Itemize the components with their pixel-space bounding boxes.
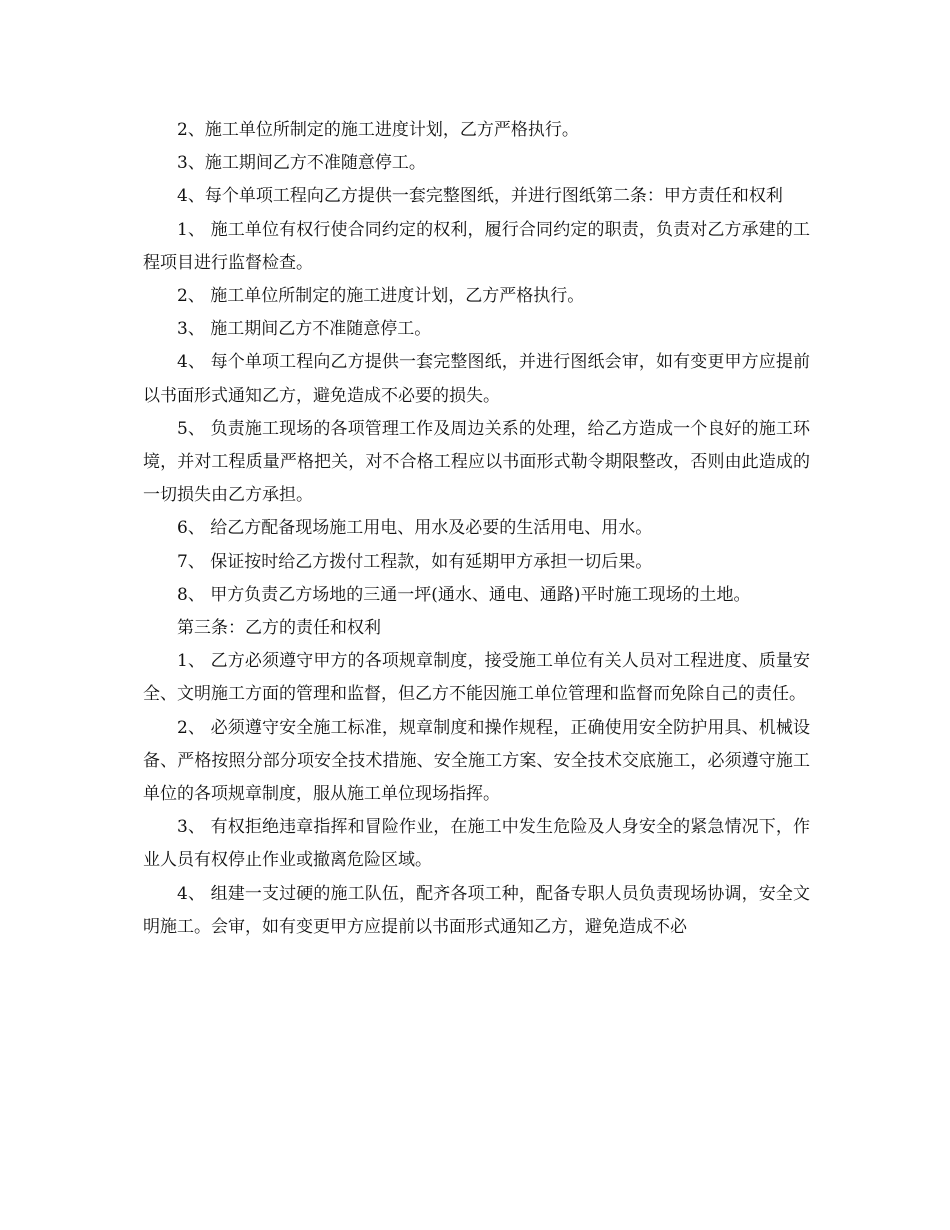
paragraph: 8、 甲方负责乙方场地的三通一坪(通水、通电、通路)平时施工现场的土地。 <box>177 584 751 605</box>
paragraph: 6、 给乙方配备现场施工用电、用水及必要的生活用电、用水。 <box>177 518 653 539</box>
paragraph: 5、 负责施工现场的各项管理工作及周边关系的处理，给乙方造成一个良好的施工环境，并对工程质量严格把关，对不合格工程应以书面形式勒令期限整改，否则由此造成的一切损失由乙方承担。 <box>143 418 810 506</box>
paragraph: 3、施工期间乙方不准随意停工。 <box>177 153 426 174</box>
paragraph: 4、每个单项工程向乙方提供一套完整图纸，并进行图纸第二条：甲方责任和权利 <box>177 186 783 207</box>
paragraph: 2、施工单位所制定的施工进度计划，乙方严格执行。 <box>177 120 579 140</box>
paragraph: 4、 每个单项工程向乙方提供一套完整图纸，并进行图纸会审，如有变更甲方应提前以书面形式通知乙方，避免造成不必要的损失。 <box>143 352 810 406</box>
paragraph: 2、 施工单位所制定的施工进度计划，乙方严格执行。 <box>177 286 585 307</box>
paragraph: 1、 施工单位有权行使合同约定的权利，履行合同约定的职责，负责对乙方承建的工程项目进行监督检查。 <box>143 219 810 273</box>
paragraph: 4、 组建一支过硬的施工队伍，配齐各项工种，配备专职人员负责现场协调，安全文明施工。会审，如有变更甲方应提前以书面形式通知乙方，避免造成不必 <box>143 883 810 937</box>
section-heading: 第三条：乙方的责任和权利 <box>177 618 381 639</box>
paragraph: 3、 有权拒绝违章指挥和冒险作业，在施工中发生危险及人身安全的紧急情况下，作业人员有权停止作业或撤离危险区域。 <box>143 817 810 871</box>
paragraph: 3、 施工期间乙方不准随意停工。 <box>177 319 432 340</box>
paragraph: 1、 乙方必须遵守甲方的各项规章制度，接受施工单位有关人员对工程进度、质量安全、文明施工方面的管理和监督，但乙方不能因施工单位管理和监督而免除自己的责任。 <box>143 651 810 705</box>
document-body <box>143 114 810 944</box>
paragraph: 7、 保证按时给乙方拨付工程款，如有延期甲方承担一切后果。 <box>177 551 653 572</box>
paragraph: 2、 必须遵守安全施工标准，规章制度和操作规程，正确使用安全防护用具、机械设备、严格按照分部分项安全技术措施、安全施工方案、安全技术交底施工，必须遵守施工单位的各项规章制度，服从施工单位现场指挥。 <box>143 717 810 805</box>
